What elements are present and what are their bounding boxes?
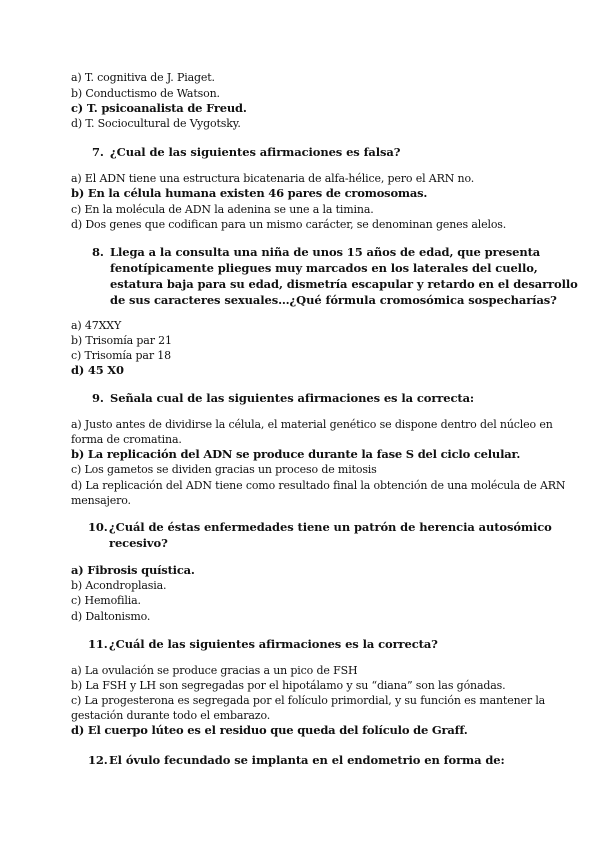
q11-text: ¿Cuál de las siguientes afirmaciones es la correcta?: [109, 637, 438, 651]
q10-option-d: d) Daltonismo.: [71, 610, 151, 623]
q8-text-line-4: de sus caracteres sexuales…¿Qué fórmula cromosómica sospecharías?: [110, 293, 557, 307]
q10-option-c: c) Hemofilia.: [71, 594, 141, 607]
q10-option-b: b) Acondroplasia.: [71, 579, 167, 592]
q9-option-a: a) Justo antes de dividirse la célula, el material genético se dispone dentro del núcleo en: [71, 418, 553, 431]
q12-number: 12.: [88, 753, 108, 767]
q9-option-d-cont: mensajero.: [71, 494, 131, 507]
q7-option-c: c) En la molécula de ADN la adenina se une a la timina.: [71, 203, 374, 216]
q10-text-line-2: recesivo?: [109, 536, 168, 550]
q6-option-a: a) T. cognitiva de J. Piaget.: [71, 71, 215, 84]
q8-option-c: c) Trisomía par 18: [71, 349, 171, 362]
q11-option-c: c) La progesterona es segregada por el folículo primordial, y su función es mantener la: [71, 694, 546, 707]
q8-option-d: d) 45 X0: [71, 363, 124, 377]
q8-text-line-1: Llega a la consulta una niña de unos 15 años de edad, que presenta: [110, 245, 541, 259]
q11-number: 11.: [88, 637, 108, 651]
q8-text-line-2: fenotípicamente pliegues muy marcados en los laterales del cuello,: [110, 261, 538, 275]
q9-text: Señala cual de las siguientes afirmaciones es la correcta:: [110, 391, 475, 405]
q9-number: 9.: [92, 391, 104, 405]
q9-option-c: c) Los gametos se dividen gracias un proceso de mitosis: [71, 463, 377, 476]
q9-option-b: b) La replicación del ADN se produce durante la fase S del ciclo celular.: [71, 447, 521, 461]
q7-option-d: d) Dos genes que codifican para un mismo carácter, se denominan genes alelos.: [71, 218, 507, 231]
q10-number: 10.: [88, 520, 108, 534]
q8-text-line-3: estatura baja para su edad, dismetría escapular y retardo en el desarrollo: [110, 277, 578, 291]
q7-option-a: a) El ADN tiene una estructura bicatenaria de alfa-hélice, pero el ARN no.: [71, 172, 475, 185]
q11-option-b: b) La FSH y LH son segregadas por el hipotálamo y su “diana” son las gónadas.: [71, 679, 506, 692]
q8-option-a: a) 47XXY: [71, 319, 122, 332]
q9-option-d: d) La replicación del ADN tiene como resultado final la obtención de una molécula de ARN: [71, 479, 566, 492]
q6-option-b: b) Conductismo de Watson.: [71, 87, 220, 100]
q8-number: 8.: [92, 245, 104, 259]
q6-option-d: d) T. Sociocultural de Vygotsky.: [71, 117, 241, 130]
q11-option-c-cont: gestación durante todo el embarazo.: [71, 709, 271, 722]
q11-option-a: a) La ovulación se produce gracias a un pico de FSH: [71, 664, 358, 677]
q11-option-d: d) El cuerpo lúteo es el residuo que queda del folículo de Graff.: [71, 723, 468, 737]
q7-text: ¿Cual de las siguientes afirmaciones es falsa?: [110, 145, 401, 159]
q10-option-a: a) Fibrosis quística.: [71, 563, 195, 577]
q12-text: El óvulo fecundado se implanta en el endometrio en forma de:: [109, 753, 505, 767]
q10-text-line-1: ¿Cuál de éstas enfermedades tiene un patrón de herencia autosómico: [109, 520, 552, 534]
q8-option-b: b) Trisomía par 21: [71, 334, 172, 347]
q7-option-b: b) En la célula humana existen 46 pares de cromosomas.: [71, 186, 428, 200]
q7-number: 7.: [92, 145, 104, 159]
q6-option-c: c) T. psicoanalista de Freud.: [71, 101, 247, 115]
q9-option-a-cont: forma de cromatina.: [71, 433, 182, 446]
